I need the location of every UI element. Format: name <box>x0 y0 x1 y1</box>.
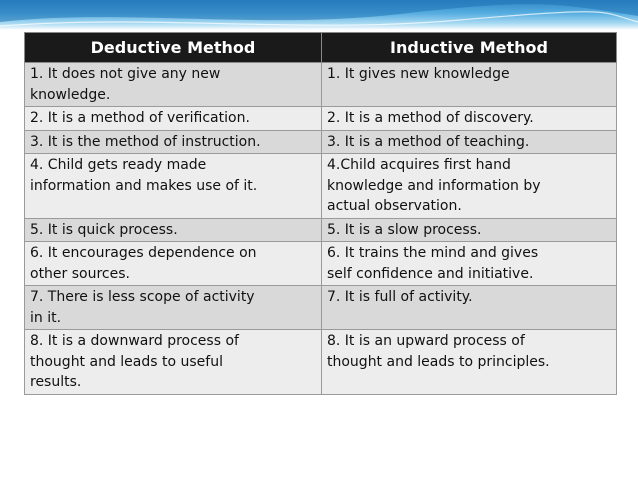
inductive-cell: 6. It trains the mind and gives self confidence and initiative. <box>322 242 617 286</box>
table-row <box>25 107 617 131</box>
slide-top-band <box>0 0 638 30</box>
deductive-cell: 5. It is quick process. <box>25 218 322 242</box>
inductive-cell: 3. It is a method of teaching. <box>322 130 617 154</box>
deductive-cell: 6. It encourages dependence on other sources. <box>25 242 322 286</box>
deductive-cell: 2. It is a method of verification. <box>25 107 322 131</box>
table-row <box>25 130 617 154</box>
inductive-cell: 4.Child acquires first hand knowledge and information by actual observation. <box>322 154 617 219</box>
inductive-cell: 8. It is an upward process of thought and leads to principles. <box>322 330 617 395</box>
inductive-cell: 5. It is a slow process. <box>322 218 617 242</box>
table-row <box>25 154 617 219</box>
deductive-cell: 3. It is the method of instruction. <box>25 130 322 154</box>
table-header-row <box>25 33 617 63</box>
inductive-cell: 2. It is a method of discovery. <box>322 107 617 131</box>
deductive-cell: 8. It is a downward process of thought and leads to useful results. <box>25 330 322 395</box>
comparison-table <box>24 32 617 395</box>
decorative-wave <box>0 0 638 30</box>
header-inductive: Inductive Method <box>322 33 617 63</box>
table-row <box>25 218 617 242</box>
deductive-cell: 1. It does not give any new knowledge. <box>25 63 322 107</box>
table-row <box>25 286 617 330</box>
table-row <box>25 330 617 395</box>
header-deductive: Deductive Method <box>25 33 322 63</box>
inductive-cell: 7. It is full of activity. <box>322 286 617 330</box>
deductive-cell: 4. Child gets ready made information and makes use of it. <box>25 154 322 219</box>
table-row <box>25 242 617 286</box>
inductive-cell: 1. It gives new knowledge <box>322 63 617 107</box>
table-row <box>25 63 617 107</box>
deductive-cell: 7. There is less scope of activity in it. <box>25 286 322 330</box>
